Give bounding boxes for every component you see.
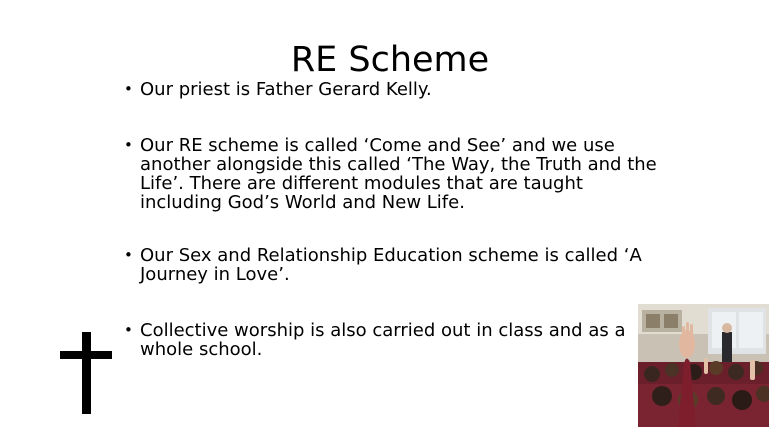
bullet-item [122,136,662,212]
collective-worship-photo [638,304,769,427]
bullet-text: Collective worship is also carried out in class and as a whole school. [140,320,626,360]
bullet-text: Our Sex and Relationship Education scheme is called ‘A Journey in Love’. [140,245,642,285]
bullet-marker: • [124,80,133,98]
slide-title: RE Scheme [290,40,490,80]
bullet-marker: • [124,246,133,264]
bullet-item [122,246,662,284]
bullet-marker: • [124,321,133,339]
cross-icon [60,332,112,414]
bullet-marker: • [124,136,133,154]
bullet-item [122,80,662,99]
bullet-item [122,321,662,359]
bullet-text: Our RE scheme is called ‘Come and See’ and we use another alongside this called ‘The Way, the Truth and the Life’. There are different modules that are taught including God’s World and New Life. [140,135,657,213]
bullet-text: Our priest is Father Gerard Kelly. [140,79,432,100]
